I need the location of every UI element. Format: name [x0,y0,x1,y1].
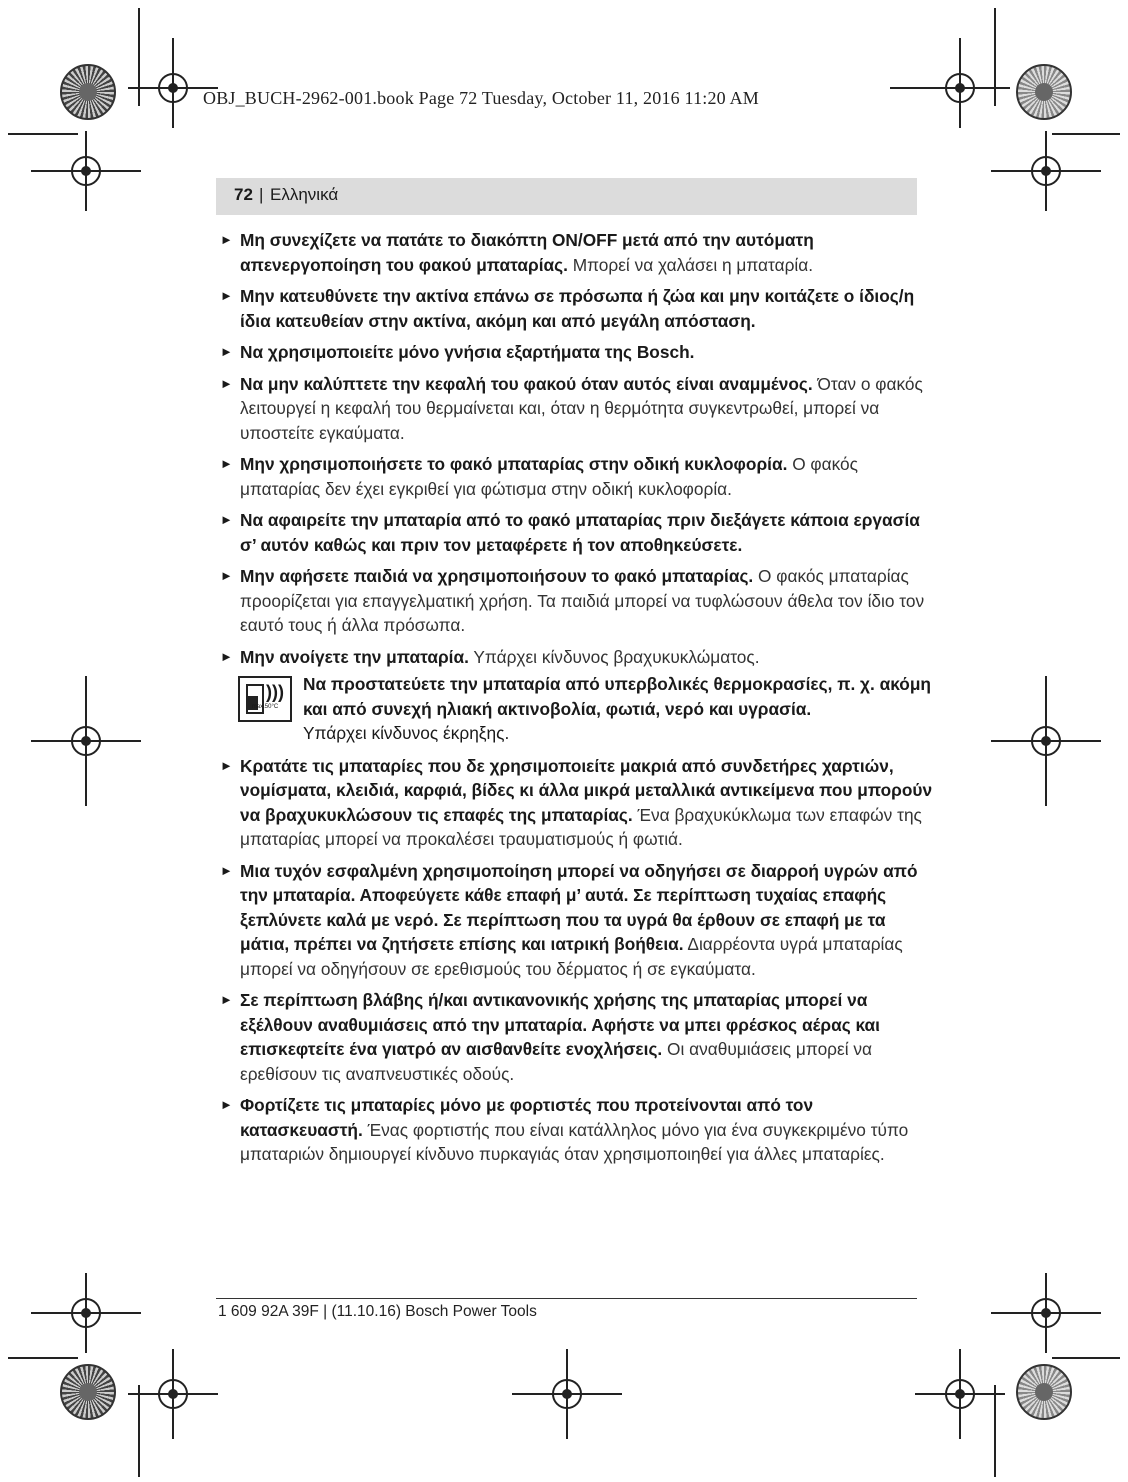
safety-instructions [218,228,934,1174]
instruction-text: Όταν ο φακός λειτουργεί η κεφαλή του θερμαίνεται και, όταν η θερμότητα συγκεντρωθεί, μπορεί να υποστείτε εγκαύματα. [240,373,923,443]
list-item [218,284,934,333]
crop-mark [8,133,78,135]
instruction-text: Ο φακός μπαταρίας δεν έχει εγκριθεί για φώτισμα στην οδική κυκλοφορία. [240,454,859,499]
warning-text: Υπάρχει κίνδυνος έκρηξης. [303,723,510,743]
list-item [218,1093,934,1167]
list-item [218,452,934,501]
bullet-icon: ► [220,992,233,1007]
color-registration-rosette [60,64,116,120]
bullet-icon: ► [220,512,233,527]
instruction-text: Ένας φορτιστής που είναι κατάλληλος μόνο για ένα συγκεκριμένο τύπο μπαταριών δημιουργεί κίνδυνο πυρκαγιάς όταν χρησιμοποιηθεί για άλλες μπαταρίες. [240,1119,909,1164]
bullet-icon: ► [220,648,233,664]
bullet-icon: ► [220,862,233,878]
color-registration-rosette [1016,64,1072,120]
instruction-text: Οι αναθυμιάσεις μπορεί να ερεθίσουν τις αναπνευστικές οδούς. [240,1039,872,1084]
list-item [218,228,934,277]
instruction-bold: Μην αφήσετε παιδιά να χρησιμοποιήσουν το φακό μπαταρίας. [240,566,754,586]
list-item [218,754,934,852]
page-separator: | [259,185,264,204]
bullet-icon: ► [220,288,233,303]
crop-mark [138,1385,140,1477]
list-item [218,564,934,638]
color-registration-rosette [1016,1364,1072,1420]
bullet-icon: ► [220,456,233,471]
instruction-bold: Μην χρησιμοποιήσετε το φακό μπαταρίας στην οδική κυκλοφορία. [240,454,788,474]
battery-temperature-warning-icon: ))) max.50°C [238,676,292,722]
list-item [218,988,934,1086]
instruction-bold: Σε περίπτωση βλάβης ή/και αντικανονικής χρήσης της μπαταρίας μπορεί να εξέλθουν αναθυμιάσεις από την μπαταρία. Αφήστε να μπει φρέσκος αέρας και επισκεφτείτε ένα γιατρό αν αισθανθείτε ενοχλήσεις. [240,990,880,1059]
list-item [218,340,934,365]
list-item [218,645,934,670]
instruction-text: Ο φακός μπαταρίας προορίζεται για επαγγελματική χρήση. Τα παιδιά μπορεί να τυφλώσουν άθελα τον ίδιο τον εαυτό τους ή άλλα πρόσωπα. [240,566,925,635]
instruction-text: Ένα βραχυκύκλωμα των επαφών της μπαταρίας μπορεί να προκαλέσει τραυματισμούς ή φωτιά. [240,804,922,849]
list-item [218,372,934,446]
warning-bold: Να προστατεύετε την μπαταρία από υπερβολικές θερμοκρασίες, π. χ. ακόμη και από συνεχή ηλιακή ακτινοβολία, φωτιά, νερό και υγρασία. [303,674,931,719]
print-header: OBJ_BUCH-2962-001.book Page 72 Tuesday, October 11, 2016 11:20 AM [203,88,759,108]
list-item [218,859,934,982]
crop-mark [8,1357,78,1359]
crop-mark [138,8,140,106]
color-registration-rosette [60,1364,116,1420]
crop-mark [1052,133,1120,135]
instruction-bold: Να χρησιμοποιείτε μόνο γνήσια εξαρτήματα της Bosch. [240,342,695,362]
bullet-icon: ► [220,568,233,583]
instruction-bold: Μια τυχόν εσφαλμένη χρησιμοποίηση μπορεί να οδηγήσει σε διαρροή υγρών από την μπαταρία. Αποφεύγετε κάθε επαφή μ’ αυτά. Σε περίπτωση τυχαίας επαφής ξεπλύνετε καλά με νερό. Σε περίπτωση που τα υγρά θα έρθουν σε επαφή με τα μάτια, πρέπει να ζητήσετε επίσης και ιατρική βοήθεια. [240,860,918,954]
list-item [218,508,934,557]
page-language: Ελληνικά [270,185,339,204]
crop-mark [994,1385,996,1477]
crop-mark [1052,1357,1120,1359]
bullet-icon: ► [220,344,233,359]
instruction-text: Υπάρχει κίνδυνος βραχυκυκλώματος. [468,646,760,667]
instruction-text: Μπορεί να χαλάσει η μπαταρία. [567,254,814,275]
page-footer: 1 609 92A 39F | (11.10.16) Bosch Power Tools [218,1303,537,1320]
crop-mark [994,8,996,106]
bullet-icon: ► [220,375,233,391]
warning-icon-label: max.50°C [251,703,279,710]
instruction-text: Διαρρέοντα υγρά μπαταρίας μπορεί να οδηγήσουν σε ερεθισμούς του δέρματος ή σε εγκαύματα. [240,934,903,979]
instruction-bold: Να μην καλύπτετε την κεφαλή του φακού όταν αυτός είναι αναμμένος. [240,373,813,394]
bullet-icon: ► [220,757,233,773]
footer-divider [216,1298,917,1299]
page-number: 72 [234,185,253,204]
warning-block [218,672,934,746]
instruction-bold: Φορτίζετε τις μπαταρίες μόνο με φορτιστές που προτείνονται από τον κατασκευαστή. [240,1095,814,1140]
instruction-bold: Μην κατευθύνετε την ακτίνα επάνω σε πρόσωπα ή ζώα και μην κοιτάζετε ο ίδιος/η ίδια κατευθείαν στην ακτίνα, ακόμη και από μεγάλη απόσταση. [240,286,915,331]
instruction-bold: Κρατάτε τις μπαταρίες που δε χρησιμοποιείτε μακριά από συνδετήρες χαρτιών, νομίσματα, κλειδιά, καρφιά, βίδες κι άλλα μικρά μεταλλικά αντικείμενα που μπορούν να βραχυκυκλώσουν τις επαφές της μπαταρίας. [240,755,933,825]
instruction-bold: Μη συνεχίζετε να πατάτε το διακόπτη ON/OFF μετά από την αυτόματη απενεργοποίηση του φακού μπαταρίας. [240,230,814,275]
instruction-bold: Μην ανοίγετε την μπαταρία. [240,646,469,667]
bullet-icon: ► [220,232,233,247]
page-header-band [216,178,917,215]
bullet-icon: ► [220,1097,233,1112]
instruction-bold: Να αφαιρείτε την μπαταρία από το φακό μπαταρίας πριν διεξάγετε κάποια εργασία σ’ αυτόν καθώς και πριν τον μεταφέρετε ή τον αποθηκεύσετε. [240,510,920,555]
